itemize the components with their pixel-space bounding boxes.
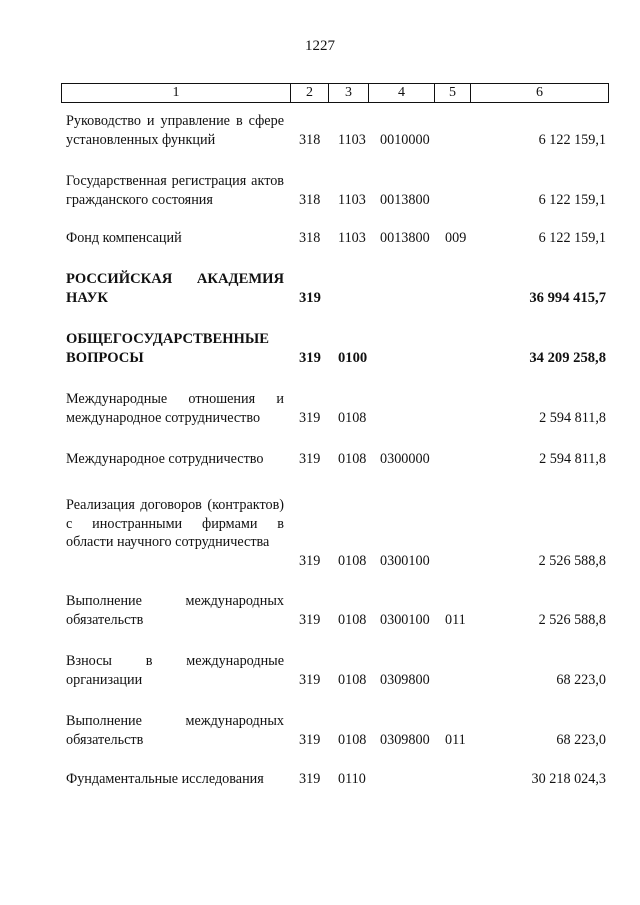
row-code-ministry: 319 [299,289,321,306]
row-amount: 34 209 258,8 [529,349,606,366]
row-code-type: 011 [445,731,466,748]
header-col-4: 4 [368,84,434,102]
row-amount: 2 526 588,8 [538,611,606,628]
row-code-section: 0108 [338,671,367,688]
row-code-ministry: 319 [299,611,321,628]
row-amount: 2 594 811,8 [539,409,606,426]
row-code-article: 0013800 [380,191,430,208]
row-amount: 6 122 159,1 [538,131,606,148]
row-amount: 36 994 415,7 [529,289,606,306]
row-description: Государственная регистрация актов гражданского состояния [66,173,284,208]
row-code-type: 009 [445,230,467,246]
row-amount: 2 594 811,8 [539,451,606,467]
row-description: Международное сотрудничество [66,451,264,467]
row-code-article: 0309800 [380,731,430,748]
header-col-5: 5 [434,84,470,102]
row-code-type: 011 [445,611,466,628]
row-amount: 30 218 024,3 [531,771,606,787]
row-description: Взносы в международные организации [66,653,284,688]
row-code-section: 0108 [338,611,367,628]
row-code-article: 0013800 [380,230,430,246]
row-code-section: 1103 [338,191,366,208]
row-code-ministry: 319 [299,349,321,366]
row-code-section: 0108 [338,409,367,426]
row-code-ministry: 319 [299,409,321,426]
row-code-ministry: 318 [299,230,321,246]
row-code-article: 0010000 [380,131,430,148]
header-col-2: 2 [290,84,328,102]
row-description: Выполнение международных обязательств [66,713,284,748]
row-code-article: 0300100 [380,611,430,628]
row-code-ministry: 318 [299,131,321,148]
row-code-section: 0108 [338,552,367,569]
row-description: Реализация договоров (контрактов) с иностранными фирмами в области научного сотрудничества [66,497,284,550]
row-amount: 2 526 588,8 [538,552,606,569]
header-col-1: 1 [172,85,180,100]
row-code-ministry: 319 [299,671,321,688]
row-code-section: 1103 [338,131,366,148]
row-code-article: 0300100 [380,552,430,569]
row-code-section: 1103 [338,230,366,246]
row-description: Фундаментальные исследования [66,771,264,787]
row-description: Фонд компенсаций [66,230,182,246]
row-code-ministry: 319 [299,731,321,748]
page-number: 1227 [305,38,335,54]
row-description: Руководство и управление в сфере установленных функций [66,113,284,148]
row-code-section: 0110 [338,771,366,787]
row-description: Выполнение международных обязательств [66,593,284,628]
row-code-section: 0100 [338,349,368,366]
row-amount: 6 122 159,1 [538,191,606,208]
row-amount: 68 223,0 [556,671,606,688]
row-amount: 6 122 159,1 [538,230,606,246]
row-code-ministry: 319 [299,552,321,569]
row-code-article: 0309800 [380,671,430,688]
row-code-ministry: 319 [299,771,321,787]
table-header [61,83,609,103]
row-amount: 68 223,0 [556,731,606,748]
row-description: ОБЩЕГОСУДАРСТВЕННЫЕ ВОПРОСЫ [66,331,269,366]
row-description: РОССИЙСКАЯ АКАДЕМИЯ НАУК [66,271,284,306]
header-col-6: 6 [470,84,608,102]
row-code-ministry: 318 [299,191,321,208]
row-code-section: 0108 [338,451,367,467]
header-col-3: 3 [328,84,368,102]
row-description: Международные отношения и международное сотрудничество [66,391,284,426]
row-code-ministry: 319 [299,451,321,467]
row-code-section: 0108 [338,731,367,748]
row-code-article: 0300000 [380,451,430,467]
